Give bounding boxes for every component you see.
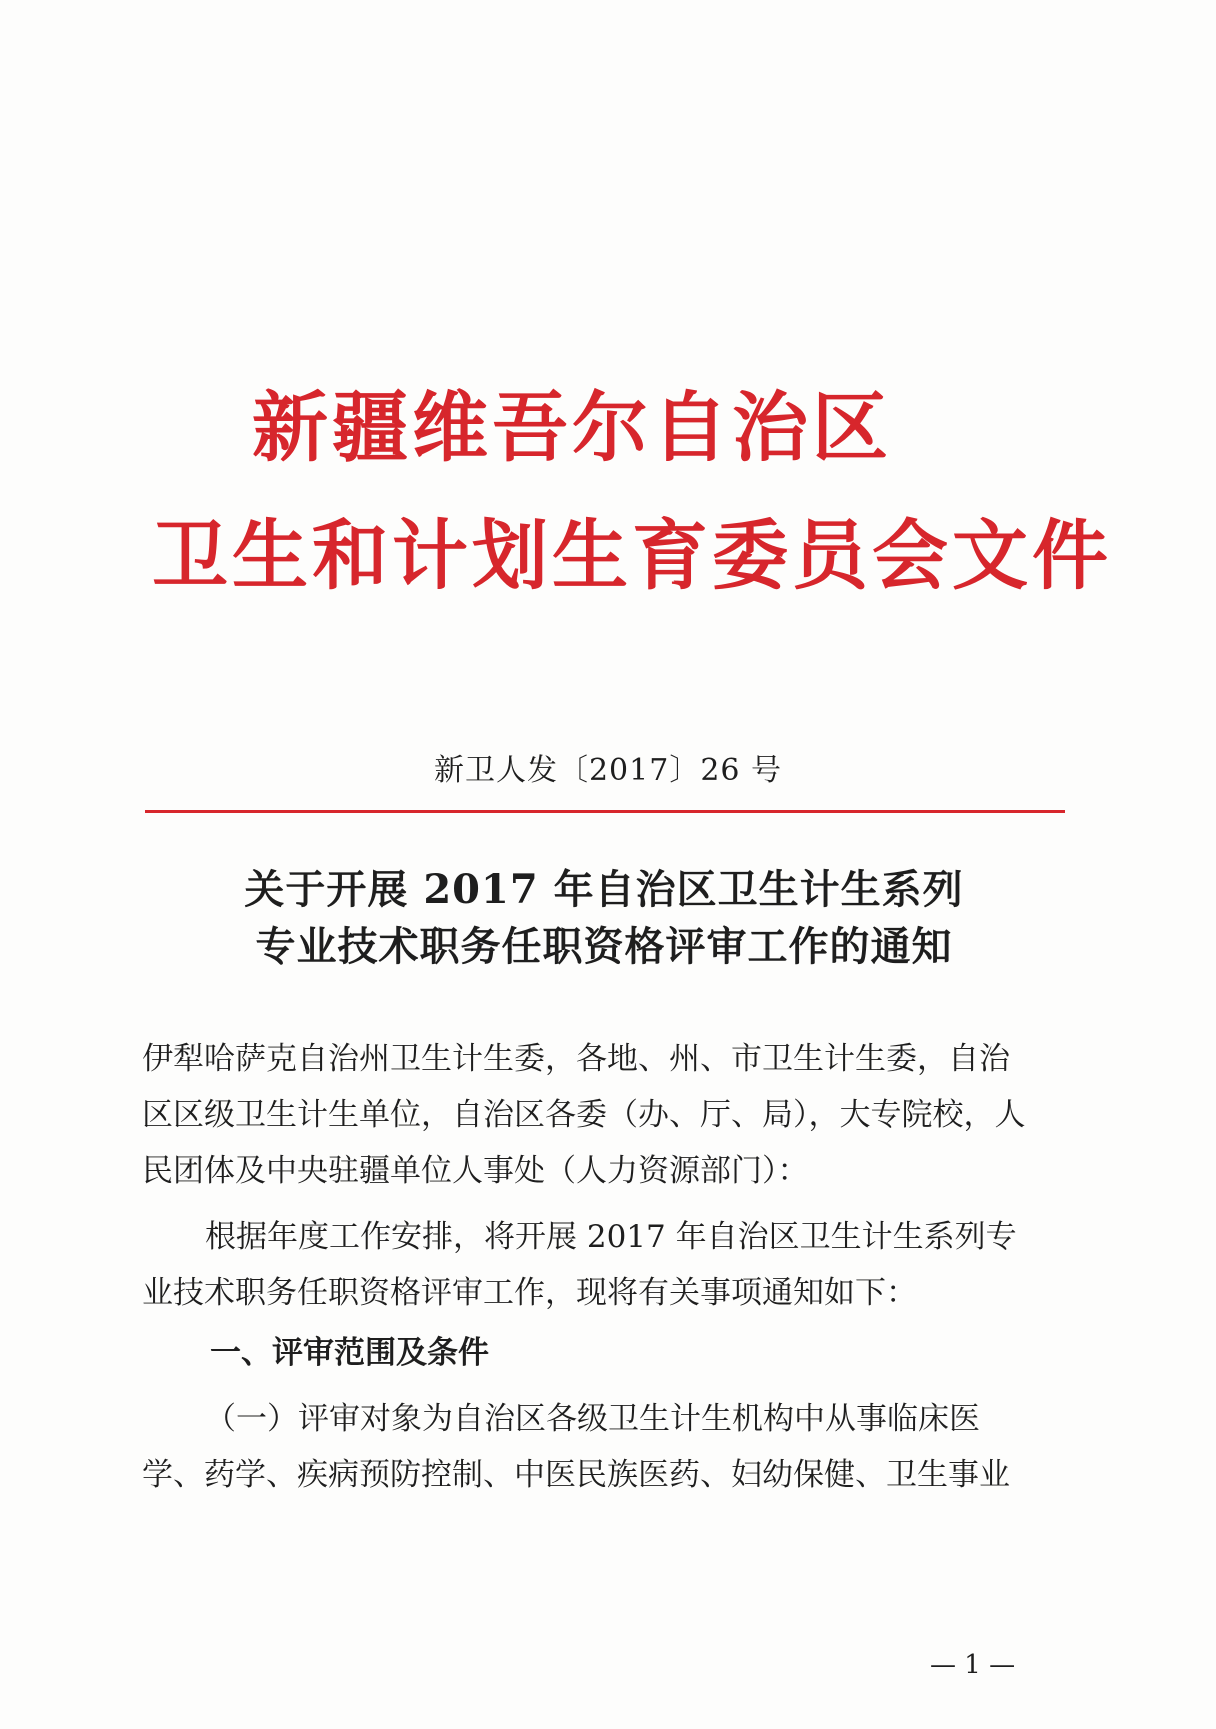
- document-title-line-1: 关于开展 2017 年自治区卫生计生系列: [244, 866, 964, 913]
- issuer-name-line-1: 新疆维吾尔自治区: [252, 383, 892, 472]
- page-number: — 1 —: [930, 1650, 1016, 1680]
- paragraph-line-3: （一）评审对象为自治区各级卫生计生机构中从事临床医: [205, 1401, 980, 1437]
- addressee-line-2: 区区级卫生计生单位，自治区各委（办、厅、局），大专院校，人: [142, 1097, 1026, 1133]
- red-divider-line: [145, 810, 1065, 813]
- paragraph-line-1: 根据年度工作安排，将开展 2017 年自治区卫生计生系列专: [205, 1219, 1017, 1255]
- addressee-line-3: 民团体及中央驻疆单位人事处（人力资源部门）：: [142, 1153, 809, 1189]
- paragraph-line-4: 学、药学、疾病预防控制、中医民族医药、妇幼保健、卫生事业: [142, 1457, 1010, 1493]
- document-title-line-2: 专业技术职务任职资格评审工作的通知: [255, 923, 953, 970]
- section-heading: 一、评审范围及条件: [210, 1335, 489, 1371]
- paragraph-line-2: 业技术职务任职资格评审工作，现将有关事项通知如下：: [142, 1275, 917, 1311]
- issuer-name-line-2: 卫生和计划生育委员会文件: [152, 511, 1112, 600]
- document-number: 新卫人发〔2017〕26 号: [433, 753, 783, 788]
- addressee-line-1: 伊犁哈萨克自治州卫生计生委，各地、州、市卫生计生委，自治: [142, 1041, 1010, 1077]
